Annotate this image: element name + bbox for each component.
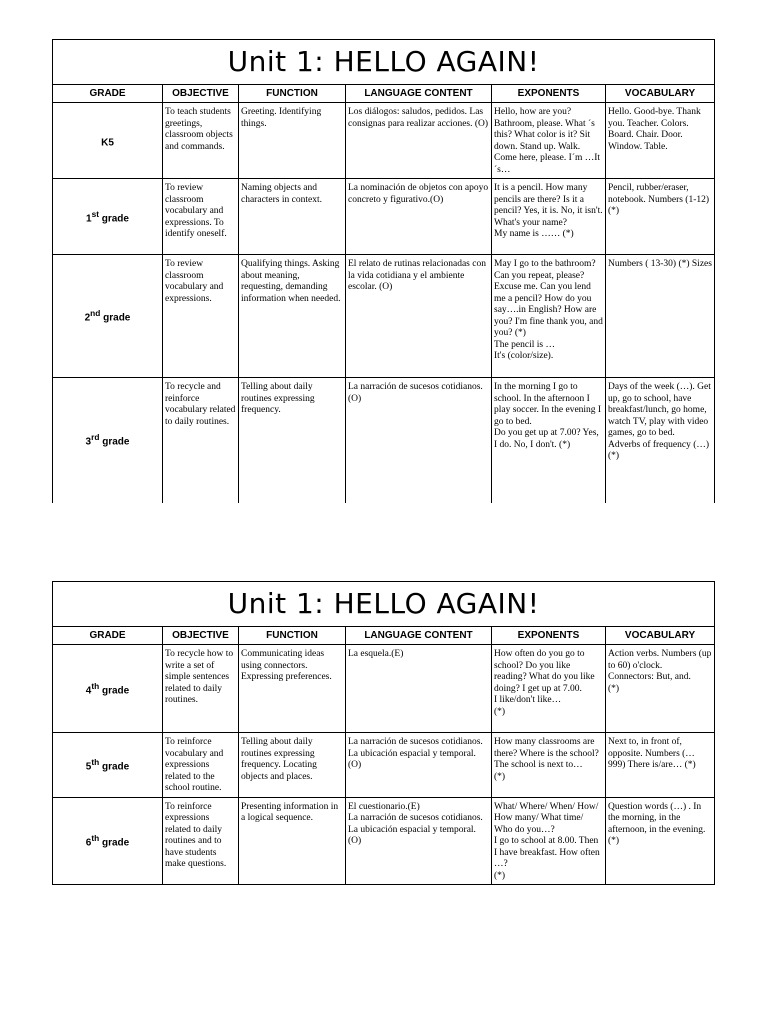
table-row [53,733,715,798]
grade-ordinal: th [91,832,100,843]
header-vocabulary: VOCABULARY [606,627,715,645]
grade-number: 4 [85,684,92,696]
header-objective: OBJECTIVE [163,627,239,645]
objective-cell: To teach students greetings, classroom objects and commands. [163,103,239,179]
exponents-cell: What/ Where/ When/ How/ How many/ What time/ Who do you…? I go to school at 8.00. Then I have breakfast. How often …? (*) [492,797,606,885]
header-language-content: LANGUAGE CONTENT [346,85,492,103]
objective-cell: To review classroom vocabulary and expressions. [163,255,239,378]
language-content-cell: La narración de sucesos cotidianos.(O) [346,378,492,503]
grade-cell [53,378,163,503]
objective-cell: To reinforce expressions related to daily routines and to have students make questions. [163,797,239,885]
grade-suffix: grade [99,436,130,448]
vocabulary-cell: Action verbs. Numbers (up to 60) o'clock. Connectors: But, and. (*) [606,645,715,733]
grade-number: 3 [85,436,92,448]
header-objective: OBJECTIVE [163,85,239,103]
vocabulary-cell: Numbers ( 13-30) (*) Sizes [606,255,715,378]
header-exponents: EXPONENTS [492,85,606,103]
table-row [53,797,715,885]
grade-suffix: grade [99,837,130,849]
grade-cell [53,255,163,378]
header-grade: GRADE [53,627,163,645]
grade-ordinal: st [91,208,99,219]
function-cell: Qualifying things. Asking about meaning, requesting, demanding information when needed. [239,255,346,378]
exponents-cell: How often do you go to school? Do you like reading? What do you like doing? I get up at 7.00. I like/don't like… (*) [492,645,606,733]
grade-number: 5 [85,761,92,773]
grade-number: K5 [101,136,114,148]
function-cell: Presenting information in a logical sequence. [239,797,346,885]
objective-cell: To recycle how to write a set of simple sentences related to daily routines. [163,645,239,733]
curriculum-table [52,39,715,503]
language-content-cell: La esquela.(E) [346,645,492,733]
exponents-cell: It is a pencil. How many pencils are there? Is it a pencil? Yes, it is. No, it isn't. What's your name? My name is …… (*) [492,179,606,255]
vocabulary-cell: Hello. Good-bye. Thank you. Teacher. Colors. Board. Chair. Door. Window. Table. [606,103,715,179]
exponents-cell: How many classrooms are there? Where is the school? The school is next to… (*) [492,733,606,798]
unit-table-1 [52,39,714,503]
grade-number: 2 [84,312,91,324]
header-row [53,627,715,645]
table-title: Unit 1: HELLO AGAIN! [53,582,715,627]
function-cell: Naming objects and characters in context. [239,179,346,255]
exponents-cell: In the morning I go to school. In the afternoon I play soccer. In the evening I go to bed. Do you get up at 7.00? Yes, I do. No, I don't. (*) [492,378,606,503]
language-content-cell: El cuestionario.(E) La narración de sucesos cotidianos. La ubicación espacial y temporal. (O) [346,797,492,885]
function-cell: Telling about daily routines expressing frequency. Locating objects and places. [239,733,346,798]
table-row [53,645,715,733]
vocabulary-cell: Next to, in front of, opposite. Numbers (…999) There is/are… (*) [606,733,715,798]
header-exponents: EXPONENTS [492,627,606,645]
objective-cell: To reinforce vocabulary and expressions related to the school routine. [163,733,239,798]
language-content-cell: Los diálogos: saludos, pedidos. Las consignas para realizar acciones. (O) [346,103,492,179]
function-cell: Greeting. Identifying things. [239,103,346,179]
objective-cell: To recycle and reinforce vocabulary related to daily routines. [163,378,239,503]
vocabulary-cell: Question words (…) . In the morning, in the afternoon, in the evening. (*) [606,797,715,885]
grade-ordinal: th [91,680,100,691]
header-vocabulary: VOCABULARY [606,85,715,103]
header-function: FUNCTION [239,85,346,103]
header-language-content: LANGUAGE CONTENT [346,627,492,645]
grade-cell [53,645,163,733]
grade-number: 6 [85,837,92,849]
grade-ordinal: rd [91,432,100,443]
exponents-cell: Hello, how are you? Bathroom, please. What ´s this? What color is it? Sit down. Stand up. Walk. Come here, please. I´m …It´s… [492,103,606,179]
vocabulary-cell: Days of the week (…). Get up, go to school, have breakfast/lunch, go home, watch TV, play with video games, go to bed. Adverbs of frequency (…) (*) [606,378,715,503]
language-content-cell: La narración de sucesos cotidianos. La ubicación espacial y temporal.(O) [346,733,492,798]
header-function: FUNCTION [239,627,346,645]
table-title: Unit 1: HELLO AGAIN! [53,40,715,85]
header-row [53,85,715,103]
table-row [53,103,715,179]
grade-ordinal: nd [90,308,101,319]
grade-ordinal: th [91,756,100,767]
grade-cell [53,179,163,255]
header-grade: GRADE [53,85,163,103]
curriculum-table [52,581,715,885]
table-row [53,179,715,255]
function-cell: Telling about daily routines expressing frequency. [239,378,346,503]
function-cell: Communicating ideas using connectors. Expressing preferences. [239,645,346,733]
grade-cell [53,797,163,885]
table-row [53,255,715,378]
unit-table-2 [52,581,714,885]
language-content-cell: El relato de rutinas relacionadas con la vida cotidiana y el ambiente escolar. (O) [346,255,492,378]
grade-suffix: grade [98,212,129,224]
objective-cell: To review classroom vocabulary and expressions. To identify oneself. [163,179,239,255]
vocabulary-cell: Pencil, rubber/eraser, notebook. Numbers (1-12) (*) [606,179,715,255]
table-row [53,378,715,503]
grade-suffix: grade [100,312,131,324]
grade-cell [53,103,163,179]
grade-suffix: grade [99,761,130,773]
language-content-cell: La nominación de objetos con apoyo concreto y figurativo.(O) [346,179,492,255]
exponents-cell: May I go to the bathroom? Can you repeat, please? Excuse me. Can you lend me a pencil? How do you say….in English? How are you? I'm fine thank you, and you? (*) The pencil is … It's (color/size). [492,255,606,378]
grade-cell [53,733,163,798]
grade-number: 1 [86,212,92,224]
grade-suffix: grade [99,684,130,696]
